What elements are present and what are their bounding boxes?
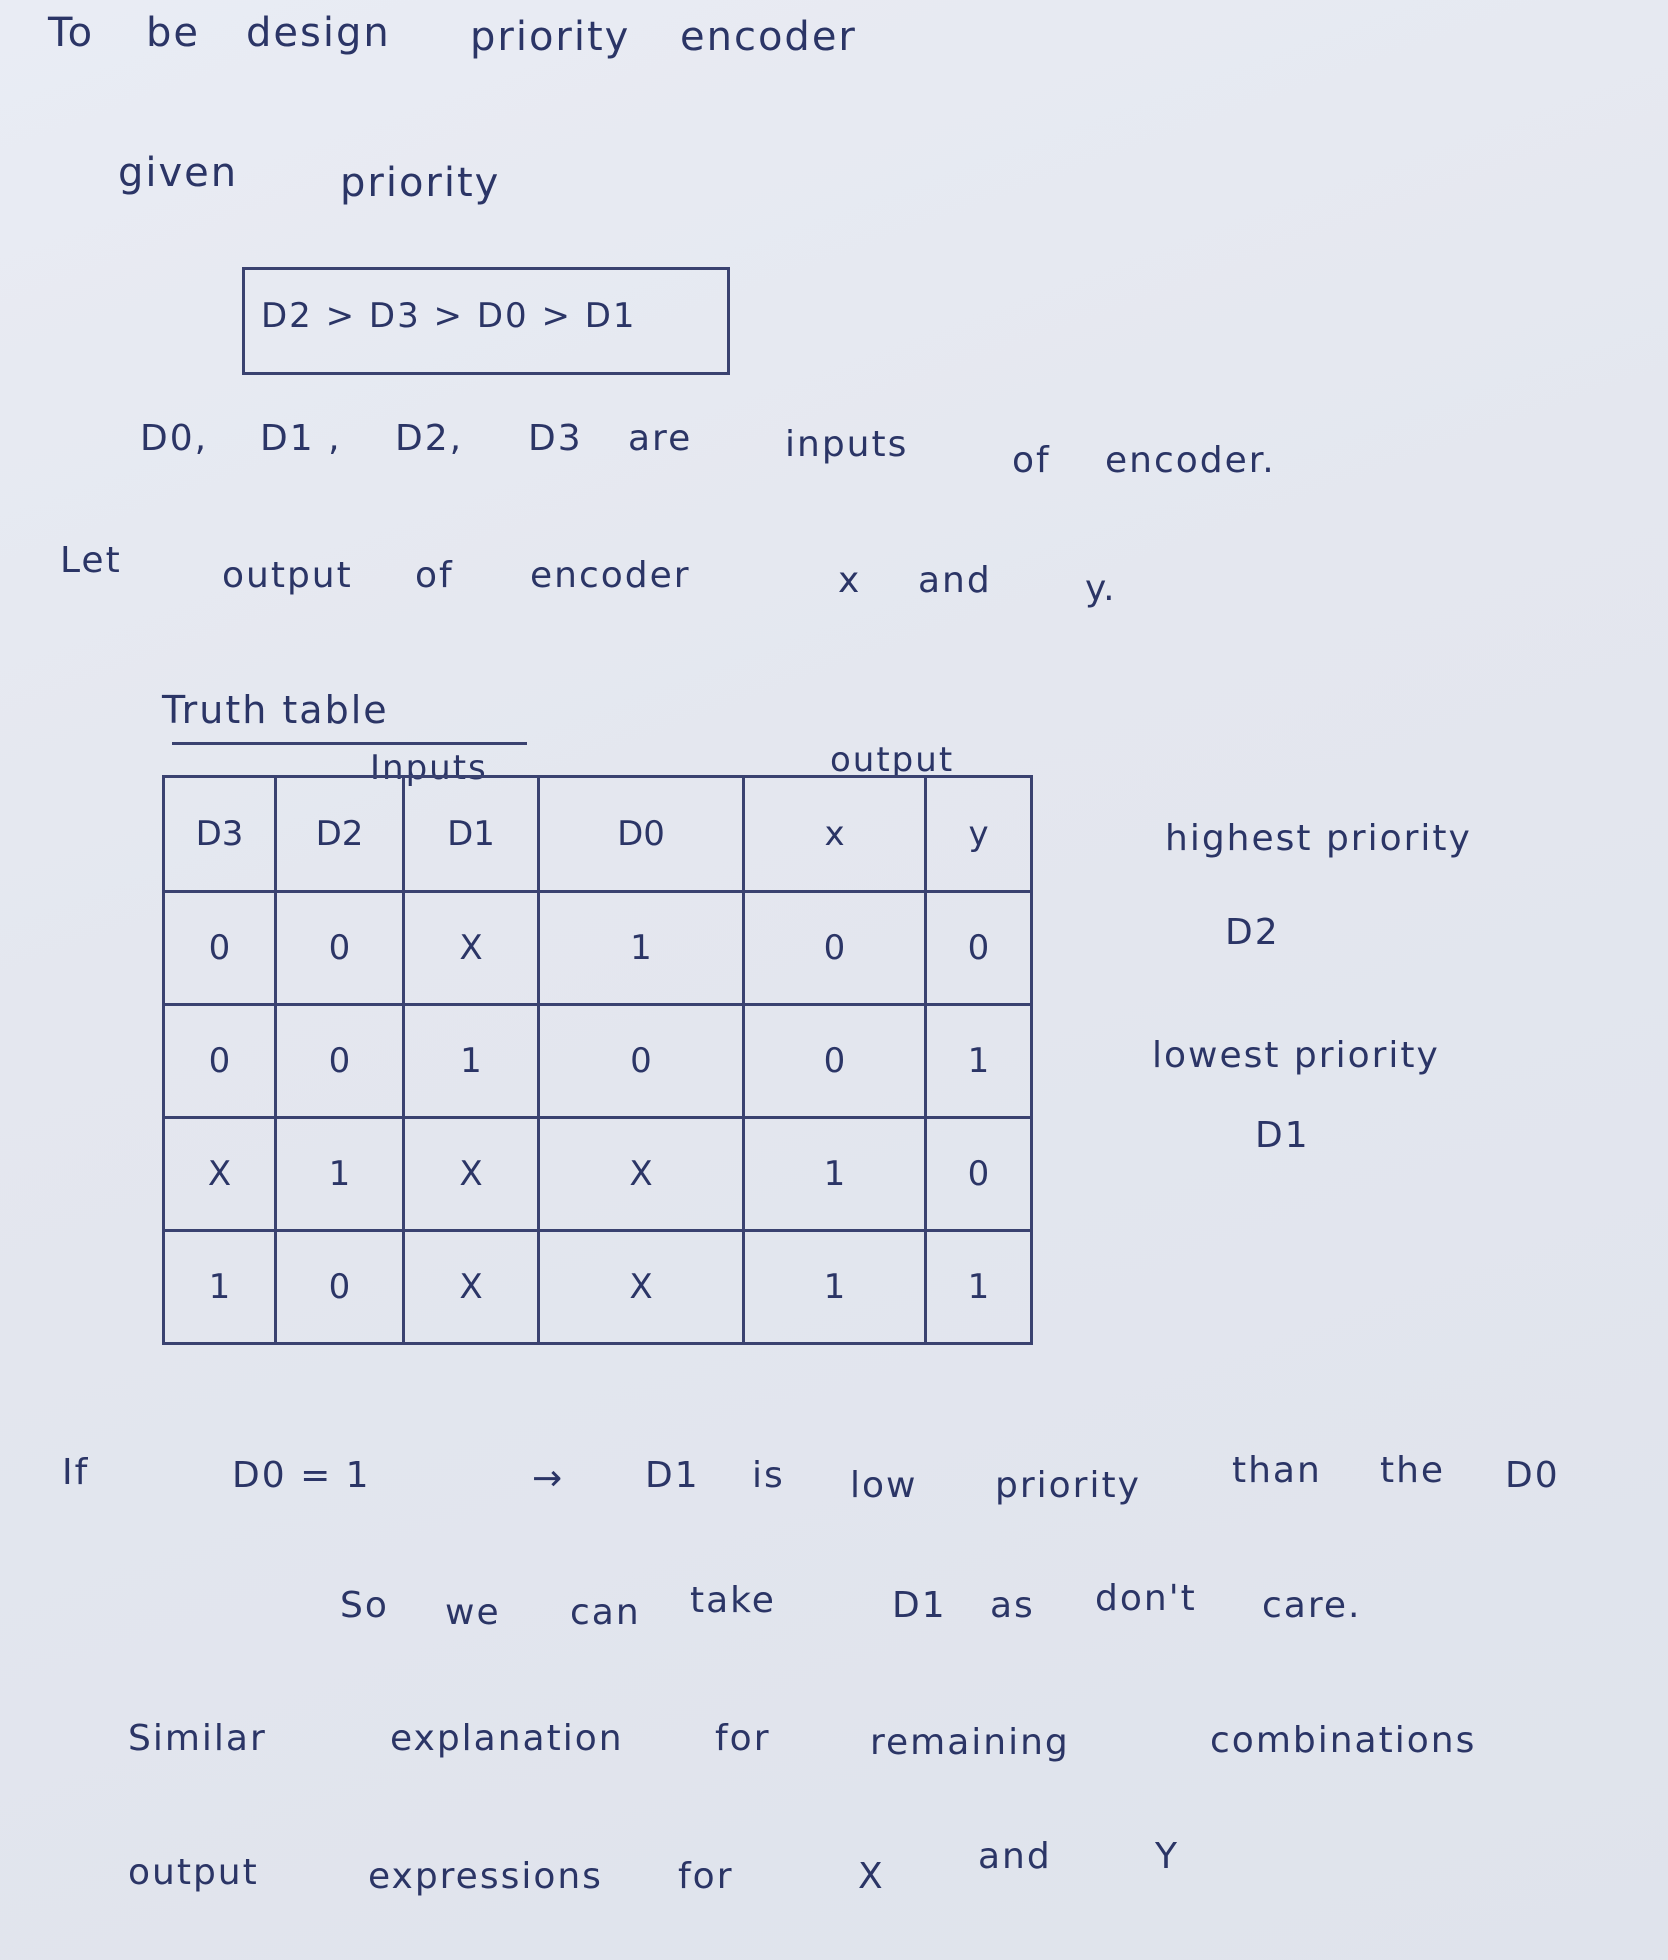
output-word: expressions	[368, 1856, 603, 1897]
table-cell: 0	[276, 892, 404, 1005]
given-word: priority	[340, 160, 501, 206]
inputs-word: of	[1012, 440, 1051, 481]
highest-priority-value: D2	[1225, 912, 1280, 953]
header-d3: D3	[164, 777, 276, 892]
so-word: as	[990, 1585, 1035, 1626]
output-group-label: output	[830, 740, 955, 780]
if-word: priority	[995, 1465, 1141, 1506]
header-d2: D2	[276, 777, 404, 892]
if-word: is	[752, 1455, 785, 1496]
so-word: we	[445, 1592, 501, 1633]
so-word: don't	[1095, 1578, 1197, 1619]
if-word: D1	[645, 1455, 700, 1496]
highest-priority-label: highest priority	[1165, 818, 1472, 859]
table-row	[164, 892, 1032, 1005]
title-word: priority	[470, 14, 631, 60]
so-word: D1	[892, 1585, 947, 1626]
output-word: for	[678, 1856, 734, 1897]
table-cell: 0	[539, 1005, 744, 1118]
let-word: encoder	[530, 555, 691, 596]
similar-word: explanation	[390, 1718, 624, 1759]
truth-table	[162, 775, 1033, 1345]
given-word: given	[118, 150, 239, 196]
inputs-word: D1 ,	[260, 418, 342, 459]
header-x: x	[744, 777, 926, 892]
let-word: of	[415, 555, 454, 596]
priority-order-box	[242, 267, 730, 375]
inputs-word: are	[628, 418, 693, 459]
table-cell: 0	[926, 1118, 1032, 1231]
let-word: x	[838, 560, 862, 601]
if-word: the	[1380, 1450, 1446, 1491]
similar-word: Similar	[128, 1718, 267, 1759]
so-word: can	[570, 1592, 641, 1633]
header-y: y	[926, 777, 1032, 892]
table-cell: 1	[926, 1231, 1032, 1344]
priority-order-text: D2 > D3 > D0 > D1	[261, 296, 637, 336]
inputs-word: inputs	[785, 424, 909, 465]
table-cell: X	[539, 1231, 744, 1344]
truth-table-header-row	[164, 777, 1032, 892]
let-word: y.	[1085, 568, 1117, 609]
table-cell: 1	[539, 892, 744, 1005]
so-word: take	[690, 1580, 776, 1621]
header-d1: D1	[404, 777, 539, 892]
if-word: than	[1232, 1450, 1322, 1491]
table-row	[164, 1231, 1032, 1344]
table-cell: X	[404, 1118, 539, 1231]
let-word: and	[918, 560, 992, 601]
table-cell: 0	[926, 892, 1032, 1005]
so-word: care.	[1262, 1585, 1362, 1626]
truth-table-title: Truth table	[162, 688, 389, 732]
table-cell: X	[404, 892, 539, 1005]
inputs-word: D2,	[395, 418, 464, 459]
title-word: design	[246, 10, 391, 56]
table-row	[164, 1118, 1032, 1231]
arrow-icon: →	[532, 1458, 565, 1499]
table-cell: 0	[276, 1231, 404, 1344]
output-word: output	[128, 1852, 259, 1893]
table-cell: 0	[164, 892, 276, 1005]
title-word: To	[48, 10, 95, 56]
table-cell: X	[539, 1118, 744, 1231]
similar-word: remaining	[870, 1722, 1070, 1763]
if-word: D0 = 1	[232, 1455, 371, 1496]
table-cell: 1	[926, 1005, 1032, 1118]
if-word: D0	[1505, 1455, 1560, 1496]
output-word: Y	[1155, 1836, 1179, 1877]
table-cell: 1	[744, 1231, 926, 1344]
header-d0: D0	[539, 777, 744, 892]
let-word: Let	[60, 540, 122, 581]
lowest-priority-value: D1	[1255, 1115, 1310, 1156]
table-cell: X	[404, 1231, 539, 1344]
table-cell: 1	[404, 1005, 539, 1118]
table-row	[164, 1005, 1032, 1118]
similar-word: combinations	[1210, 1720, 1477, 1761]
table-cell: 1	[276, 1118, 404, 1231]
lowest-priority-label: lowest priority	[1152, 1035, 1440, 1076]
output-word: X	[858, 1856, 885, 1897]
truth-table-title-underline	[172, 742, 527, 745]
if-word: If	[62, 1452, 90, 1493]
table-cell: 0	[744, 1005, 926, 1118]
so-word: So	[340, 1585, 389, 1626]
table-cell: 0	[276, 1005, 404, 1118]
if-word: low	[850, 1465, 918, 1506]
output-word: and	[978, 1836, 1052, 1877]
table-cell: 0	[164, 1005, 276, 1118]
let-word: output	[222, 555, 353, 596]
inputs-word: D0,	[140, 418, 209, 459]
similar-word: for	[715, 1718, 771, 1759]
title-word: be	[146, 10, 200, 56]
inputs-word: encoder.	[1105, 440, 1276, 481]
table-cell: 1	[164, 1231, 276, 1344]
inputs-word: D3	[528, 418, 583, 459]
table-cell: 1	[744, 1118, 926, 1231]
table-cell: 0	[744, 892, 926, 1005]
inputs-group-label: Inputs	[370, 748, 488, 788]
table-cell: X	[164, 1118, 276, 1231]
title-word: encoder	[680, 14, 857, 60]
